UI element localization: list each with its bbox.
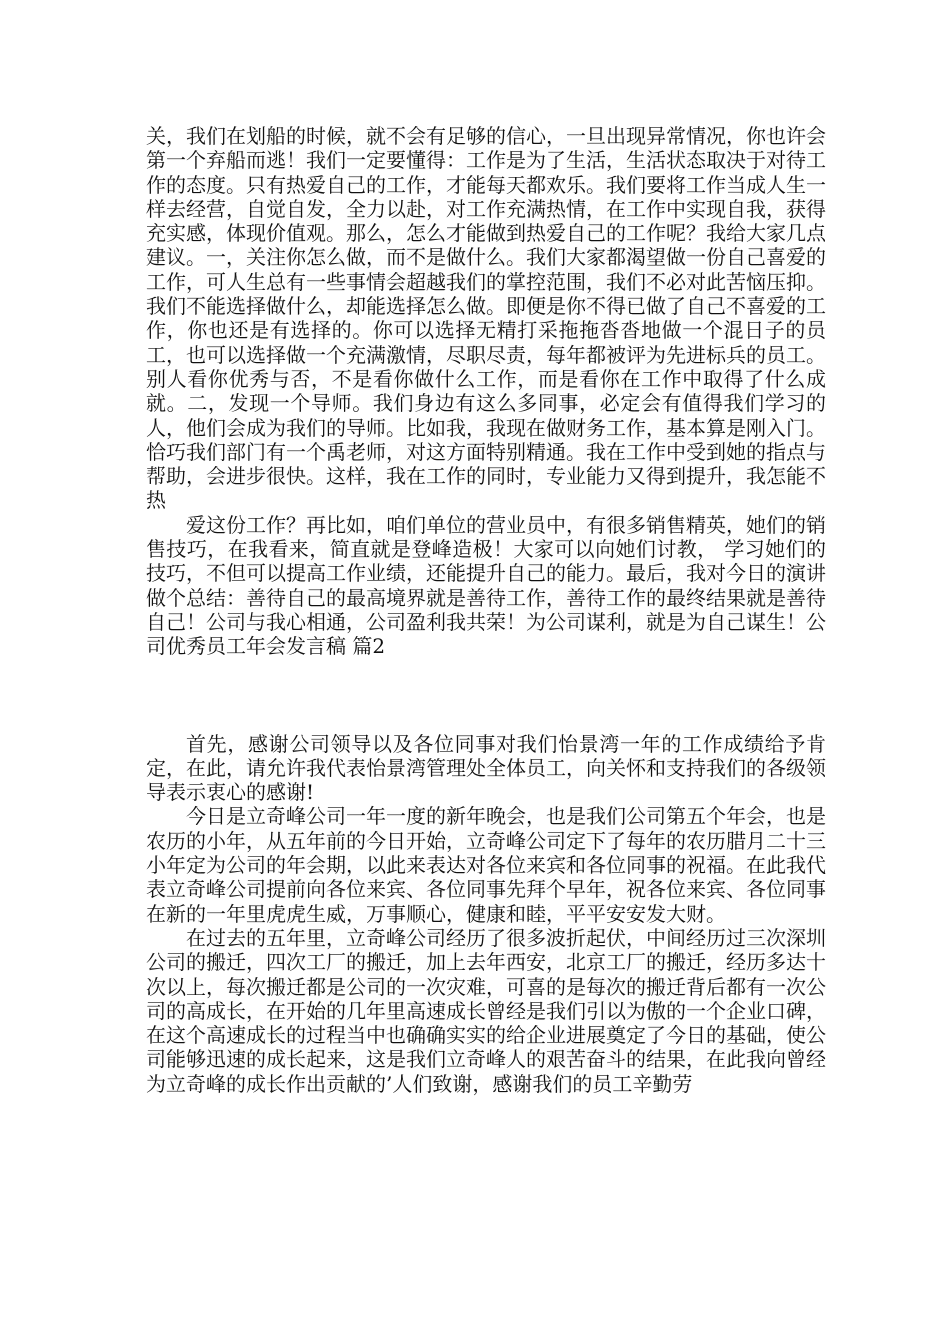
paragraph: 爱这份工作？再比如，咱们单位的营业员中，有很多销售精英，她们的销售技巧，在我看来，简直就是登峰造极！大家可以向她们讨教， 学习她们的技巧，不但可以提高工作业绩，还能提升自己的能力。最后，我对今日的演讲做个总结：善待自己的最高境界就是善待工作，善待工作的最终结果就是善待自己！公司与我心相通，公司盈利我共荣！为公司谋利，就是为自己谋生！公司优秀员工年会发言稿 篇2 [146, 512, 826, 659]
paragraph: 首先，感谢公司领导以及各位同事对我们怡景湾一年的工作成绩给予肯定，在此，请允许我代表怡景湾管理处全体员工，向关怀和支持我们的各级领导表示衷心的感谢! [146, 731, 826, 805]
section-part-2 [146, 732, 826, 1096]
paragraph: 今日是立奇峰公司一年一度的新年晚会，也是我们公司第五个年会，也是农历的小年，从五年前的今日开始，立奇峰公司定下了每年的农历腊月二十三小年定为公司的年会期，以此来表达对各位来宾和各位同事的祝福。在此我代表立奇峰公司提前向各位来宾、各位同事先拜个早年，祝各位来宾、各位同事在新的一年里虎虎生威，万事顺心，健康和睦，平平安安发大财。 [146, 804, 826, 926]
section-part-1 [146, 124, 826, 659]
section-spacer [146, 659, 826, 732]
paragraph: 关，我们在划船的时候，就不会有足够的信心，一旦出现异常情况，你也许会第一个弃船而逃！我们一定要懂得：工作是为了生活，生活状态取决于对待工作的态度。只有热爱自己的工作，才能每天都欢乐。我们要将工作当成人生一样去经营，自觉自发，全力以赴，对工作充满热情，在工作中实现自我，获得充实感，体现价值观。那么，怎么才能做到热爱自己的工作呢？我给大家几点建议。一，关注你怎么做，而不是做什么。我们大家都渴望做一份自己喜爱的工作，可人生总有一些事情会超越我们的掌控范围，我们不必对此苦恼压抑。我们不能选择做什么，却能选择怎么做。即便是你不得已做了自己不喜爱的工作，你也还是有选择的。你可以选择无精打采拖拖沓沓地做一个混日子的员工，也可以选择做一个充满激情，尽职尽责，每年都被评为先进标兵的员工。别人看你优秀与否，不是看你做什么工作，而是看你在工作中取得了什么成就。二，发现一个导师。我们身边有这么多同事，必定会有值得我们学习的人，他们会成为我们的导师。比如我，我现在做财务工作，基本算是刚入门。恰巧我们部门有一个禹老师，对这方面特别精通。我在工作中受到她的指点与帮助，会进步很快。这样，我在工作的同时，专业能力又得到提升，我怎能不热 [146, 124, 826, 513]
paragraph: 在过去的五年里，立奇峰公司经历了很多波折起伏，中间经历过三次深圳公司的搬迁，四次工厂的搬迁，加上去年西安，北京工厂的搬迁，经历多达十次以上，每次搬迁都是公司的一次灾难，可喜的是每次的搬迁背后都有一次公司的高成长，在开始的几年里高速成长曾经是我们引以为傲的一个企业口碑，在这个高速成长的过程当中也确确实实的给企业进展奠定了今日的基础，使公司能够迅速的成长起来，这是我们立奇峰人的艰苦奋斗的结果，在此我向曾经为立奇峰的成长作出贡献的’人们致谢，感谢我们的员工辛勤劳 [146, 925, 826, 1096]
document-body [146, 124, 826, 1096]
